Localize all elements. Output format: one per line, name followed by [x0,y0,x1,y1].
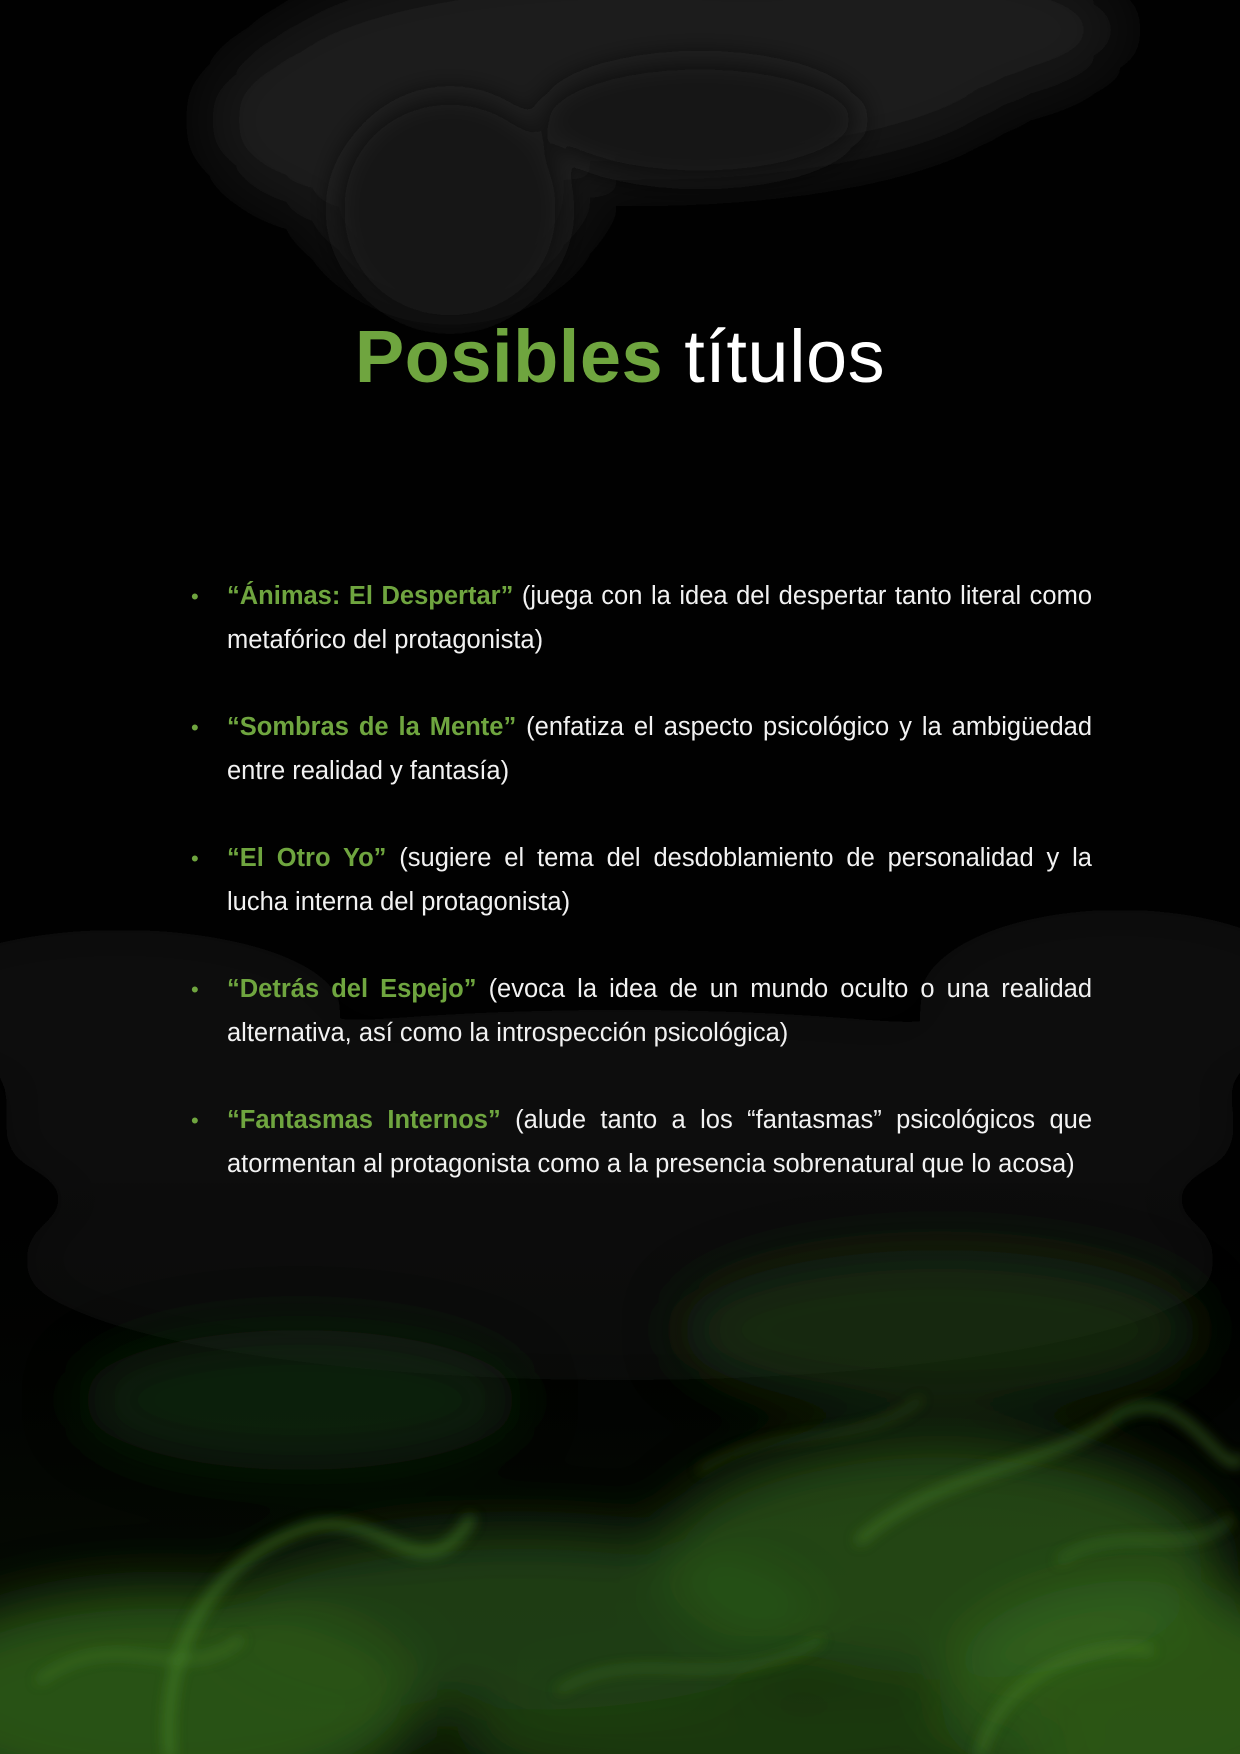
list-item [188,837,1092,924]
bullet-icon: • [191,715,199,740]
bullet-icon: • [191,1108,199,1133]
item-title: “Detrás del Espejo” [227,975,477,1003]
list-item [188,1099,1092,1186]
page-title [0,312,1240,402]
item-description: (juega con la idea del despertar tanto literal como metafórico del protagonista) [227,582,1093,654]
bullet-icon: • [191,584,199,609]
bullet-icon: • [191,846,199,871]
list-item [188,968,1092,1055]
item-description: (alude tanto a los “fantasmas” psicológicos que atormentan al protagonista como a la presencia sobrenatural que lo acosa) [227,1106,1092,1178]
bullet-icon: • [191,977,199,1002]
title-rest: títulos [684,315,886,398]
title-accent: Posibles [354,315,664,398]
list-item [188,575,1092,662]
item-description: (sugiere el tema del desdoblamiento de personalidad y la lucha interna del protagonista) [227,844,1092,916]
item-title: “Fantasmas Internos” [227,1106,501,1134]
item-title: “El Otro Yo” [227,844,387,872]
item-title: “Sombras de la Mente” [227,713,517,741]
item-title: “Ánimas: El Despertar” [227,582,514,610]
list-item [188,706,1092,793]
item-description: (enfatiza el aspecto psicológico y la ambigüedad entre realidad y fantasía) [227,713,1092,785]
titles-list [188,575,1092,1230]
item-description: (evoca la idea de un mundo oculto o una realidad alternativa, así como la introspección psicológica) [227,975,1093,1047]
